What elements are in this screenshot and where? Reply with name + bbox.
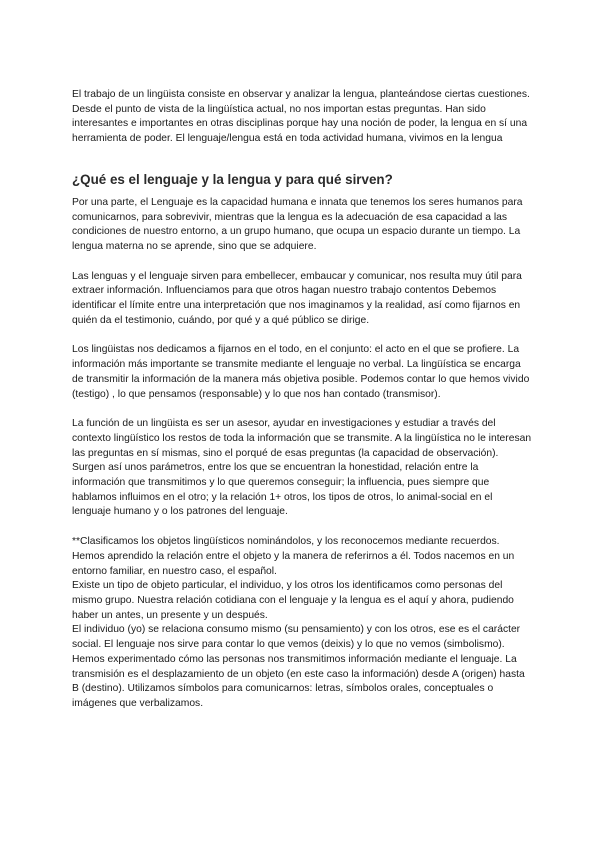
note-line: Existe un tipo de objeto particular, el individuo, y los otros los identificamos como personas del mismo grupo. Nuestra relación cotidiana con el lenguaje y la lengua es el aquí y ahora, pudiendo haber un antes, un presente y un después.	[72, 580, 514, 621]
intro-paragraph: El trabajo de un lingüista consiste en observar y analizar la lengua, planteándose ciertas cuestiones. Desde el punto de vista de la lingüística actual, no nos importan estas preguntas. Han sido interesantes e importantes en otras disciplinas porque hay una noción de poder, la lengua en sí una herramienta de poder. El lenguaje/lengua está en toda actividad humana, vivimos en la lengua	[72, 89, 530, 145]
paragraph-uses-of-language: Las lenguas y el lenguaje sirven para embellecer, embaucar y comunicar, nos resulta muy útil para extraer información. Influenciamos para que otros hagan nuestro trabajo contentos Debemos identificar el límite entre una interpretación que nos imaginamos y la realidad, así como fijarnos en quién da el testimonio, cuándo, por qué y a qué público se dirige.	[72, 270, 522, 326]
document-page	[72, 88, 534, 712]
notes-block	[72, 535, 534, 711]
section-heading: ¿Qué es el lenguaje y la lengua y para qué sirven?	[72, 171, 393, 187]
note-line: **Clasificamos los objetos lingüísticos nominándolos, y los reconocemos mediante recuerdos. Hemos aprendido la relación entre el objeto y la manera de referirnos a él. Todos nacemos en un entorno familiar, en nuestro caso, el español.	[72, 536, 515, 577]
paragraph-linguist-function: La función de un lingüista es ser un asesor, ayudar en investigaciones y estudiar a través del contexto lingüístico los restos de toda la información que se transmite. A la lingüística no le interesan las preguntas en sí mismas, sino el porqué de esas preguntas (la capacidad de observación). Surgen así unos parámetros, entre los que se encuentran la honestidad, relación entre la información que transmitimos y lo que queremos conseguir; la influencia, pues siempre que hablamos influimos en el otro; y la relación 1+ otros, los tipos de otros, lo animal-social en el lenguaje humano y o los patrones del lenguaje.	[72, 418, 532, 518]
note-line: Hemos experimentado cómo las personas nos transmitimos información mediante el lenguaje. La transmisión es el desplazamiento de un objeto (en este caso la información) desde A (origen) hasta B (destino). Utilizamos símbolos para comunicarnos: letras, símbolos orales, conceptuales o imágenes que verbalizamos.	[72, 653, 525, 709]
paragraph-lenguaje-definition: Por una parte, el Lenguaje es la capacidad humana e innata que tenemos los seres humanos para comunicarnos, para sobrevivir, mientras que la lengua es la adecuación de esa capacidad a las condiciones de nuestro entorno, a un grupo humano, que ocupa un espacio durante un tiempo. La lengua materna no se aprende, sino que se adquiere.	[72, 196, 523, 252]
paragraph-linguists-focus: Los lingüistas nos dedicamos a fijarnos en el todo, en el conjunto: el acto en el que se profiere. La información más importante se transmite mediante el lenguaje no verbal. La lingüística se encarga de transmitir la información de la manera más objetiva posible. Podemos contar lo que hemos vivido (testigo) , lo que pensamos (responsable) y lo que nos han contado (transmisor).	[72, 344, 530, 400]
note-line: El individuo (yo) se relaciona consumo mismo (su pensamiento) y con los otros, ese es el carácter social. El lenguaje nos sirve para contar lo que vemos (deixis) y lo que no vemos (simbolismo).	[72, 624, 521, 651]
